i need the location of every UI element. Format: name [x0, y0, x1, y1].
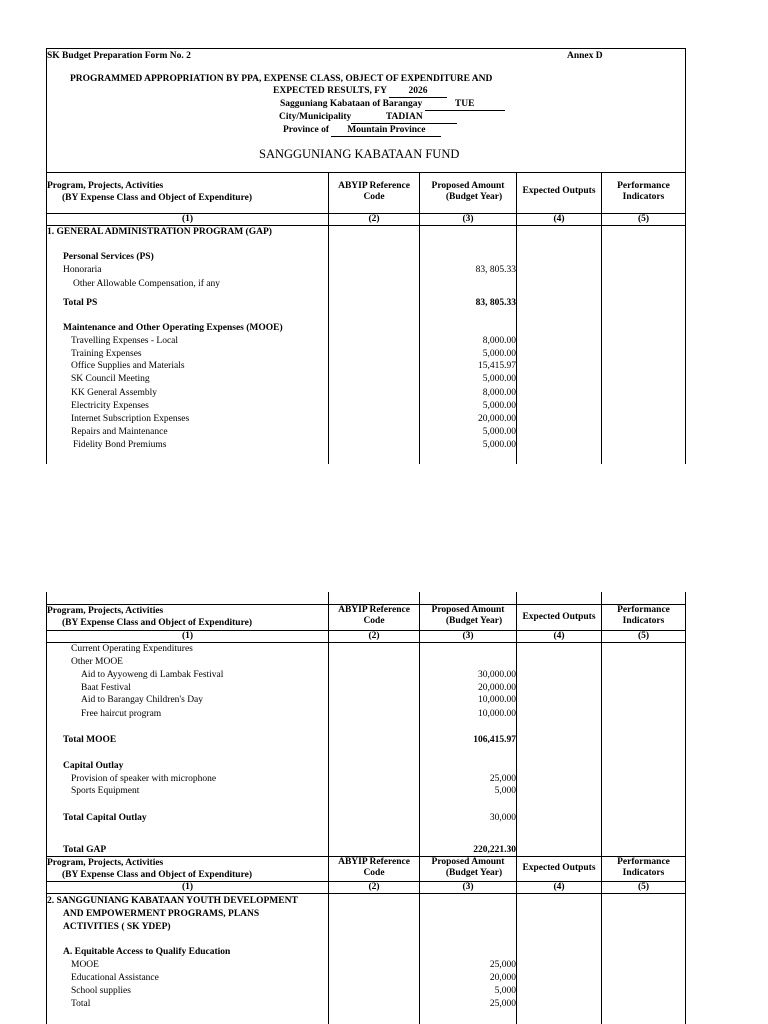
mooe-item-label: Internet Subscription Expenses [71, 414, 190, 424]
col-outputs-header: Expected Outputs [522, 186, 596, 196]
mooe-title: Maintenance and Other Operating Expenses (MOOE) [63, 323, 283, 333]
total-capital-outlay-label: Total Capital Outlay [63, 813, 147, 823]
capital-item-amount: 25,000 [489, 774, 516, 784]
barangay-line: Sagguniang Kabataan of Barangay TUE [280, 98, 505, 111]
barangay-name: TUE [425, 98, 505, 111]
col-ppa-header: Program, Projects, Activities (BY Expense Class and Object of Expenditure) [47, 606, 253, 628]
col-num-5: (5) [637, 214, 650, 224]
education-item-amount: 20,000 [489, 973, 516, 983]
skydep-title-line1: 2. SANGGUNIANG KABATAAN YOUTH DEVELOPMENT [47, 896, 298, 906]
capital-outlay-title: Capital Outlay [63, 761, 124, 771]
other-mooe-item-label: Aid to Barangay Children's Day [81, 695, 204, 705]
mooe-item-label: SK Council Meeting [71, 374, 150, 384]
total-capital-outlay-amount: 30,000 [489, 813, 516, 823]
mooe-item-amount: 20,000.00 [478, 414, 516, 424]
col-num-1: (1) [181, 631, 194, 641]
other-mooe-item-label: Aid to Ayyoweng di Lambak Festival [81, 670, 224, 680]
mooe-item-label: Office Supplies and Materials [71, 361, 185, 371]
province-line: Province of Mountain Province [283, 124, 441, 137]
right-border [685, 48, 686, 464]
annex-label: Annex D [567, 51, 603, 61]
total-ps-amount: 83, 805.33 [475, 298, 516, 308]
other-mooe-item-amount: 30,000.00 [478, 670, 516, 680]
skydep-title-line2: AND EMPOWERMENT PROGRAMS, PLANS [63, 909, 260, 919]
honoraria-amount: 83, 805.33 [475, 265, 516, 275]
col-num-3: (3) [462, 882, 474, 892]
col-indicators-header: Performance Indicators [617, 181, 670, 202]
col-num-2: (2) [368, 631, 380, 641]
other-mooe-item-amount: 10,000.00 [478, 695, 516, 705]
honoraria-label: Honoraria [63, 265, 102, 275]
col-num-2: (2) [368, 882, 380, 892]
col-num-4: (4) [553, 882, 565, 892]
city-line: City/Municipality TADIAN [279, 111, 457, 124]
col-num-3: (3) [462, 214, 474, 224]
province-name: Mountain Province [331, 124, 441, 137]
col-num-5: (5) [637, 882, 650, 892]
mooe-item-label: KK General Assembly [71, 388, 158, 398]
col-abyip-header: ABYIP Reference Code [338, 605, 410, 626]
other-mooe-item-label: Free haircut program [81, 709, 162, 719]
mooe-item-amount: 5,000.00 [482, 401, 516, 411]
col-outputs-header: Expected Outputs [522, 612, 596, 622]
col-indicators-header: Performance Indicators [617, 857, 670, 878]
other-mooe-item-amount: 20,000.00 [478, 683, 516, 693]
current-operating-label: Current Operating Expenditures [71, 644, 193, 654]
col-num-5: (5) [637, 631, 650, 641]
col-num-1: (1) [181, 882, 194, 892]
mooe-item-label: Electricity Expenses [71, 401, 149, 411]
mooe-item-amount: 8,000.00 [482, 336, 516, 346]
total-gap-amount: 220,221.30 [473, 845, 516, 855]
col-amount-header: Proposed Amount (Budget Year) [431, 605, 505, 626]
mooe-item-amount: 5,000.00 [482, 349, 516, 359]
col-ppa-header: Program, Projects, Activities (BY Expense Class and Object of Expenditure) [47, 181, 253, 203]
col-outputs-header: Expected Outputs [522, 863, 596, 873]
total-ps-label: Total PS [63, 298, 98, 308]
education-item-amount: 25,000 [489, 999, 516, 1009]
total-mooe-amount: 106,415.97 [473, 735, 516, 745]
mooe-item-amount: 5,000.00 [482, 440, 516, 450]
other-mooe-label: Other MOOE [71, 657, 123, 667]
gap-title: 1. GENERAL ADMINISTRATION PROGRAM (GAP) [47, 227, 272, 237]
education-item-label: Total [71, 999, 91, 1009]
fiscal-year: 2026 [389, 85, 447, 98]
mooe-item-label: Training Expenses [71, 349, 142, 359]
other-mooe-item-label: Baat Festival [81, 683, 131, 693]
mooe-item-label: Fidelity Bond Premiums [73, 440, 167, 450]
education-item-label: Educational Assistance [71, 973, 159, 983]
education-item-amount: 5,000 [494, 986, 516, 996]
col-num-4: (4) [553, 214, 565, 224]
total-mooe-label: Total MOOE [63, 735, 117, 745]
col-abyip-header: ABYIP Reference Code [338, 857, 410, 878]
form-number: SK Budget Preparation Form No. 2 [47, 51, 191, 61]
col-num-1: (1) [181, 214, 194, 224]
col-amount-header: Proposed Amount (Budget Year) [431, 181, 505, 202]
education-item-label: School supplies [71, 986, 131, 996]
col-ppa-header: Program, Projects, Activities (BY Expense Class and Object of Expenditure) [47, 858, 253, 880]
col-abyip-header: ABYIP Reference Code [338, 181, 410, 202]
capital-item-label: Sports Equipment [71, 786, 140, 796]
top-border [46, 48, 685, 49]
col-num-3: (3) [462, 631, 474, 641]
mooe-item-amount: 15,415.97 [478, 361, 516, 371]
other-allowable-label: Other Allowable Compensation, if any [73, 279, 220, 289]
other-mooe-item-amount: 10,000.00 [478, 709, 516, 719]
ps-title: Personal Services (PS) [63, 252, 154, 262]
mooe-item-label: Travelling Expenses - Local [71, 336, 179, 346]
col-num-4: (4) [553, 631, 565, 641]
col-indicators-header: Performance Indicators [617, 605, 670, 626]
city-name: TADIAN [351, 111, 457, 124]
mooe-item-amount: 5,000.00 [482, 374, 516, 384]
mooe-item-label: Repairs and Maintenance [71, 427, 168, 437]
capital-item-label: Provision of speaker with microphone [71, 774, 217, 784]
form-title-line1: PROGRAMMED APPROPRIATION BY PPA, EXPENSE CLASS, OBJECT OF EXPENDITURE AND [70, 74, 493, 84]
mooe-item-amount: 8,000.00 [482, 388, 516, 398]
mooe-item-amount: 5,000.00 [482, 427, 516, 437]
skydep-title-line3: ACTIVITIES ( SK YDEP) [63, 922, 171, 932]
form-title-line2: EXPECTED RESULTS, FY 2026 [273, 85, 447, 98]
left-border [46, 48, 47, 464]
fund-title: SANGGUNIANG KABATAAN FUND [259, 147, 460, 161]
col-amount-header: Proposed Amount (Budget Year) [431, 857, 505, 878]
education-title: A. Equitable Access to Qualify Education [63, 947, 231, 957]
col-num-2: (2) [368, 214, 380, 224]
capital-item-amount: 5,000 [494, 786, 516, 796]
total-gap-label: Total GAP [63, 845, 107, 855]
education-item-amount: 25,000 [489, 960, 516, 970]
education-item-label: MOOE [71, 960, 99, 970]
